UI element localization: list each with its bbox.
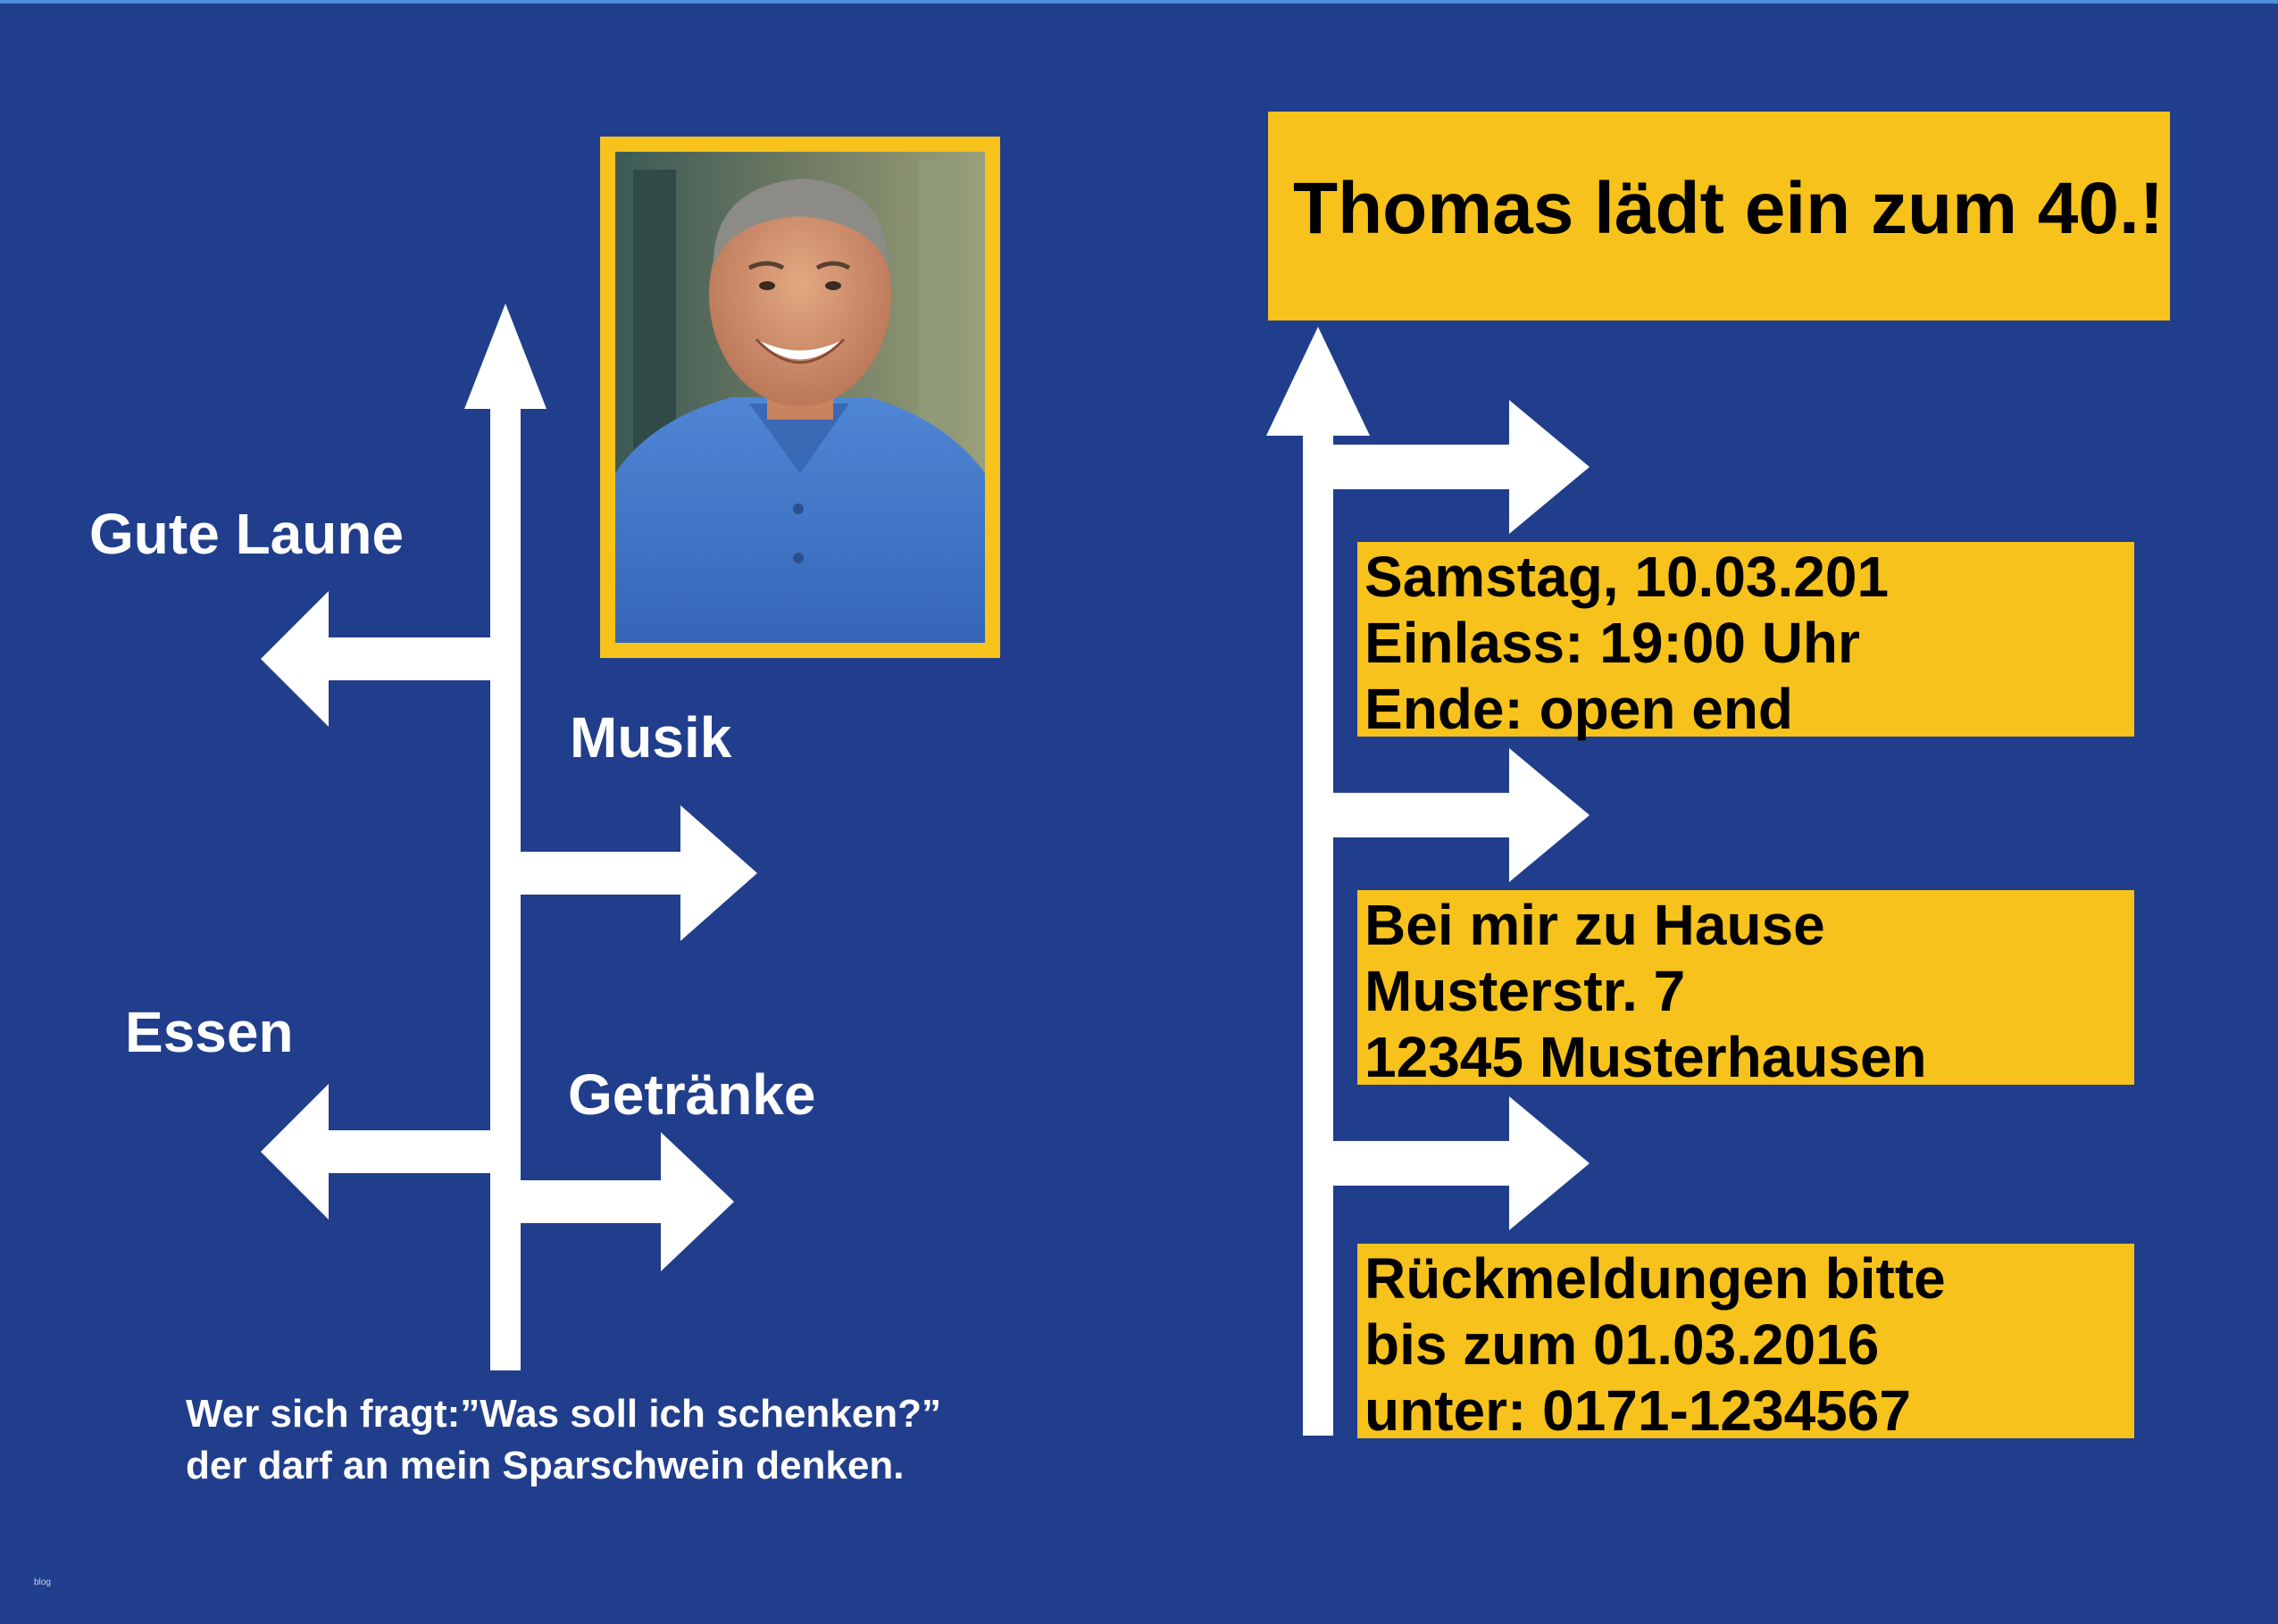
entry-time-line: Einlass: 19:00 Uhr (1364, 611, 1860, 675)
gift-note-line-2: der darf an mein Sparschwein denken. (186, 1444, 905, 1487)
arrow-right-musik-icon (520, 805, 757, 941)
title-banner (1268, 112, 2170, 321)
gift-note (186, 1388, 941, 1492)
label-getraenke: Getränke (568, 1062, 816, 1127)
arrow-left-gute-laune-icon (261, 591, 491, 727)
label-essen: Essen (125, 1000, 294, 1064)
label-gute-laune: Gute Laune (89, 502, 405, 566)
rsvp-deadline-line: bis zum 01.03.2016 (1364, 1312, 1880, 1377)
gift-note-line-1: Wer sich fragt:”Was soll ich schenken?” (186, 1392, 941, 1436)
arrow-right-getraenke-icon (520, 1132, 734, 1271)
street-line: Musterstr. 7 (1364, 959, 1686, 1023)
end-line: Ende: open end (1364, 677, 1793, 741)
arrow-right-rsvp-icon (1332, 1096, 1590, 1230)
arrow-right-date-icon (1332, 400, 1590, 534)
arrow-right-address-icon (1332, 748, 1590, 882)
date-box (1357, 542, 2134, 741)
rsvp-box (1357, 1244, 2134, 1443)
rsvp-line: Rückmeldungen bitte (1364, 1246, 1946, 1311)
invitation-title: Thomas lädt ein zum 40.! (1293, 168, 2165, 249)
arrow-up-icon (1266, 327, 1370, 436)
arrow-left-essen-icon (261, 1084, 491, 1220)
credit-text: blog (34, 1578, 51, 1587)
rsvp-phone-line: unter: 0171-1234567 (1364, 1378, 1911, 1443)
city-line: 12345 Musterhausen (1364, 1025, 1927, 1089)
venue-line: Bei mir zu Hause (1364, 893, 1825, 957)
label-musik: Musik (570, 705, 732, 770)
date-line: Samstag, 10.03.201 (1364, 545, 1890, 609)
portrait-photo (615, 152, 985, 643)
address-box (1357, 890, 2134, 1089)
arrow-up-icon (464, 304, 547, 409)
signpost-right-icon (1266, 327, 1370, 1436)
portrait-photo-frame (600, 137, 1000, 658)
